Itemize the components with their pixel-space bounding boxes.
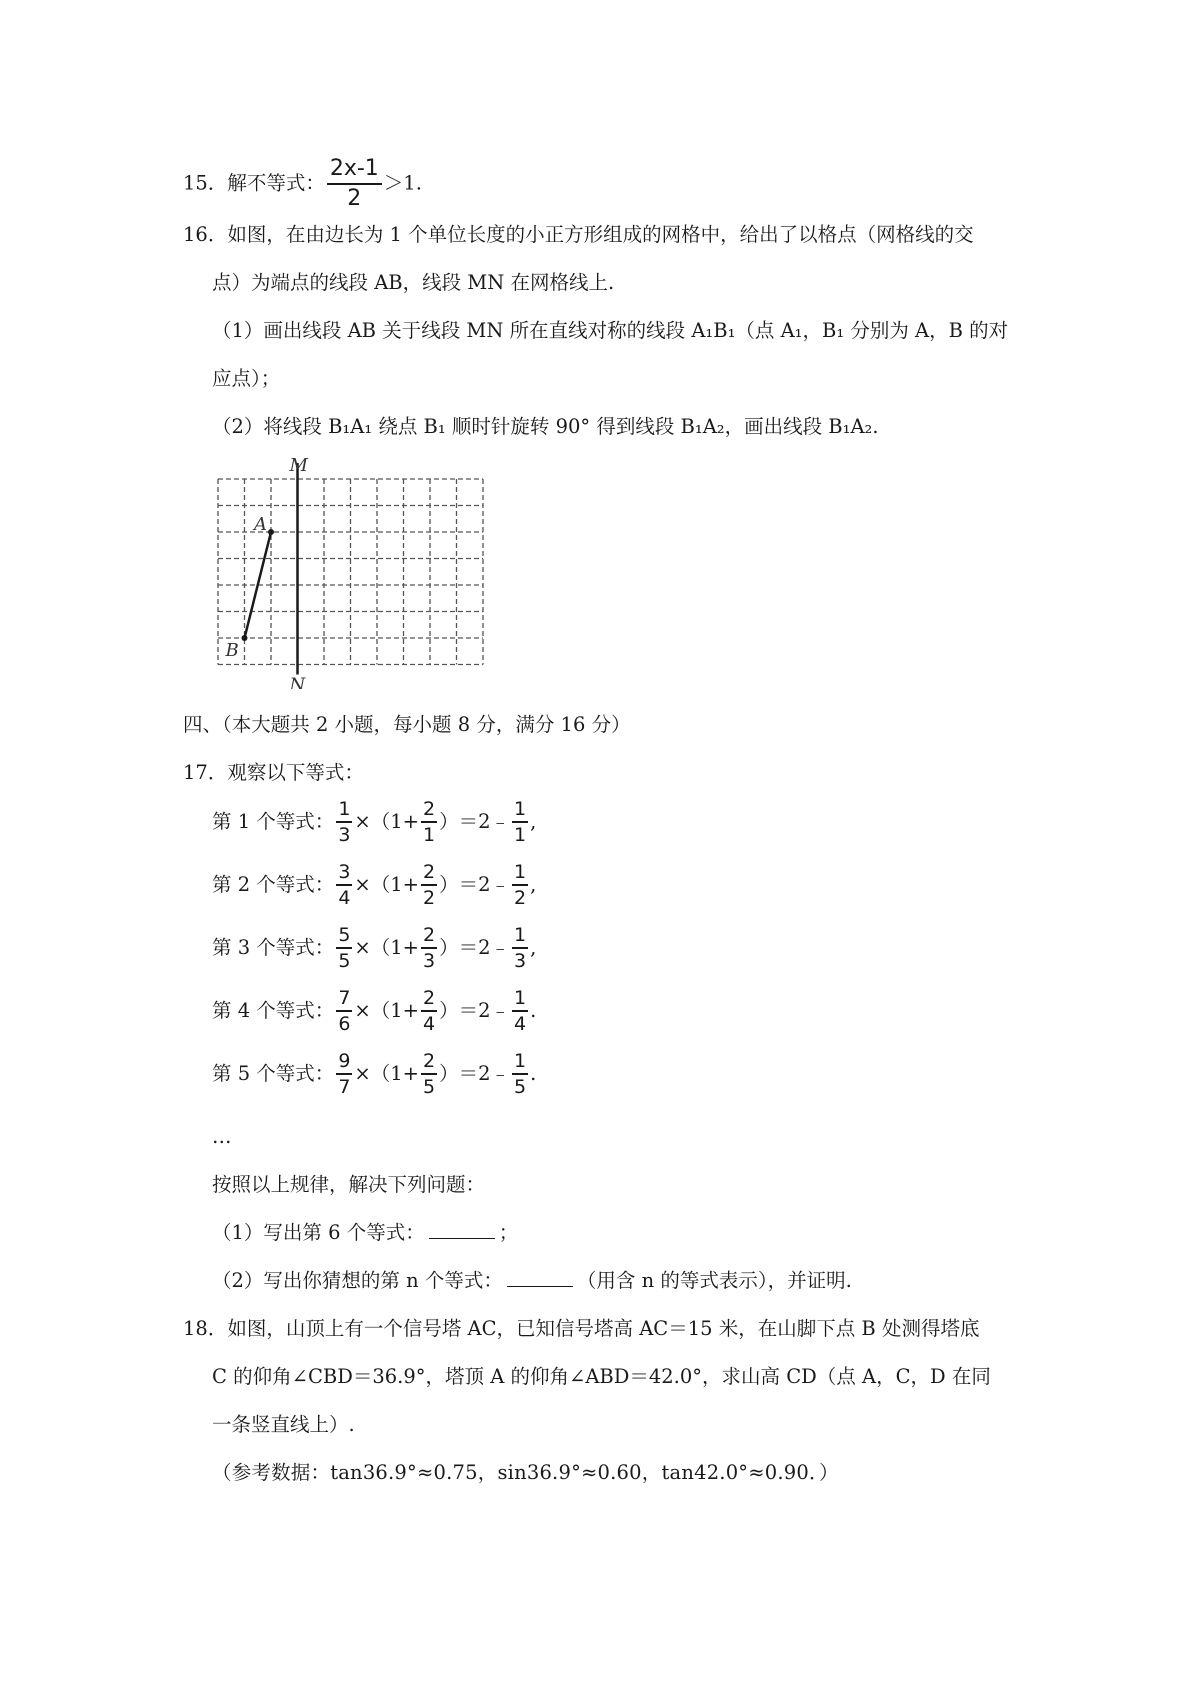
q18-reference-data: （参考数据：tan36.9°≈0.75，sin36.9°≈0.60，tan42.0°≈0.90．） <box>212 1461 839 1484</box>
denominator: 5 <box>514 1076 527 1098</box>
q17-part2-answer-blank[interactable] <box>507 1266 573 1287</box>
equals-two-minus: ）＝2﹣ <box>439 1062 511 1085</box>
fraction <box>421 863 437 908</box>
q16-part2: （2）将线段 B₁A₁ 绕点 B₁ 顺时针旋转 90° 得到线段 B₁A₂，画出线段 B₁A₂. <box>212 415 879 438</box>
numerator: 7 <box>336 989 352 1012</box>
numerator: 2 <box>421 989 437 1012</box>
q15-prefix: 15．解不等式： <box>183 171 325 195</box>
label-m: M <box>289 457 308 476</box>
denominator: 3 <box>514 950 527 972</box>
point-b <box>242 635 248 641</box>
q17-ellipsis: … <box>212 1125 232 1148</box>
fraction <box>421 926 437 971</box>
q16-line-2: 点）为端点的线段 AB，线段 MN 在网格线上. <box>212 271 615 294</box>
numerator: 2 <box>421 800 437 823</box>
numerator: 1 <box>512 800 528 823</box>
denominator: 3 <box>338 824 351 846</box>
equation-end: , <box>530 810 537 833</box>
numerator: 2 <box>421 863 437 886</box>
denominator: 4 <box>514 1013 527 1035</box>
label-b: B <box>225 640 239 661</box>
q18-line-2: C 的仰角∠CBD＝36.9°，塔顶 A 的仰角∠ABD＝42.0°，求山高 CD（点 A，C，D 在同 <box>212 1365 991 1388</box>
equation-row <box>212 926 536 971</box>
times-open: ×（1+ <box>354 936 419 959</box>
denominator: 1 <box>423 824 436 846</box>
q15-suffix: ＞1. <box>383 171 422 195</box>
equals-two-minus: ）＝2﹣ <box>439 936 511 959</box>
denominator: 1 <box>514 824 527 846</box>
denominator: 3 <box>423 950 436 972</box>
denominator: 6 <box>338 1013 351 1035</box>
times-open: ×（1+ <box>354 1062 419 1085</box>
dashed-grid <box>218 479 483 665</box>
times-open: ×（1+ <box>354 999 419 1022</box>
equals-two-minus: ）＝2﹣ <box>439 873 511 896</box>
question-15 <box>183 158 422 210</box>
numerator: 2 <box>421 926 437 949</box>
q17-part2 <box>212 1266 852 1296</box>
equals-two-minus: ）＝2﹣ <box>439 999 511 1022</box>
numerator: 5 <box>336 926 352 949</box>
equation-label: 第 3 个等式： <box>212 936 335 959</box>
q17-instruction: 按照以上规律，解决下列问题： <box>212 1173 486 1196</box>
equation-end: . <box>530 1062 537 1085</box>
q15-numerator: 2x-1 <box>327 158 382 185</box>
q16-part1-line-1: （1）画出线段 AB 关于线段 MN 所在直线对称的线段 A₁B₁（点 A₁，B₁ 分别为 A，B 的对 <box>212 319 1009 342</box>
denominator: 7 <box>338 1076 351 1098</box>
denominator: 2 <box>514 887 527 909</box>
denominator: 2 <box>423 887 436 909</box>
equation-row <box>212 989 536 1034</box>
denominator: 5 <box>338 950 351 972</box>
equation-row <box>212 863 536 908</box>
q18-line-1: 18．如图，山顶上有一个信号塔 AC，已知信号塔高 AC＝15 米，在山脚下点 B 处测得塔底 <box>183 1317 980 1340</box>
equation-label: 第 1 个等式： <box>212 810 335 833</box>
denominator: 4 <box>338 887 351 909</box>
q17-part2-end: （用含 n 的等式表示），并证明. <box>576 1269 852 1292</box>
section-4-heading: 四、（本大题共 2 小题，每小题 8 分，满分 16 分） <box>183 713 631 736</box>
numerator: 9 <box>336 1052 352 1075</box>
fraction <box>336 800 352 845</box>
equation-label: 第 4 个等式： <box>212 999 335 1022</box>
label-a: A <box>254 514 267 535</box>
equation-end: , <box>530 936 537 959</box>
equation-label: 第 5 个等式： <box>212 1062 335 1085</box>
numerator: 3 <box>336 863 352 886</box>
fraction <box>336 926 352 971</box>
fraction <box>512 1052 528 1097</box>
q17-part1 <box>212 1218 518 1248</box>
q17-part1-text: （1）写出第 6 个等式： <box>212 1221 425 1244</box>
fraction <box>336 1052 352 1097</box>
numerator: 1 <box>512 863 528 886</box>
point-a <box>268 529 274 535</box>
fraction <box>512 863 528 908</box>
q15-denominator: 2 <box>347 186 362 211</box>
fraction <box>336 863 352 908</box>
equation-label: 第 2 个等式： <box>212 873 335 896</box>
equation-end: , <box>530 873 537 896</box>
equation-row <box>212 1052 536 1097</box>
equation-row <box>212 800 536 845</box>
grid-figure <box>208 457 498 689</box>
fraction <box>421 800 437 845</box>
numerator: 1 <box>512 1052 528 1075</box>
fraction <box>421 989 437 1034</box>
q18-line-3: 一条竖直线上）. <box>212 1413 355 1436</box>
label-n: N <box>289 674 306 689</box>
numerator: 1 <box>336 800 352 823</box>
denominator: 4 <box>423 1013 436 1035</box>
fraction <box>512 926 528 971</box>
numerator: 1 <box>512 926 528 949</box>
q15-fraction <box>327 158 382 210</box>
fraction <box>512 800 528 845</box>
fraction <box>512 989 528 1034</box>
numerator: 2 <box>421 1052 437 1075</box>
fraction <box>336 989 352 1034</box>
q17-part2-text: （2）写出你猜想的第 n 个等式： <box>212 1269 503 1292</box>
q17-part1-end: ； <box>498 1221 519 1244</box>
fraction <box>421 1052 437 1097</box>
numerator: 1 <box>512 989 528 1012</box>
denominator: 5 <box>423 1076 436 1098</box>
equals-two-minus: ）＝2﹣ <box>439 810 511 833</box>
q17-part1-answer-blank[interactable] <box>429 1218 495 1239</box>
q16-line-1: 16．如图，在由边长为 1 个单位长度的小正方形组成的网格中，给出了以格点（网格线的交 <box>183 223 974 246</box>
q17-title: 17．观察以下等式： <box>183 761 364 784</box>
equation-end: . <box>530 999 537 1022</box>
times-open: ×（1+ <box>354 810 419 833</box>
grid-figure-svg <box>208 457 498 689</box>
times-open: ×（1+ <box>354 873 419 896</box>
q16-part1-line-2: 应点）； <box>212 367 281 390</box>
